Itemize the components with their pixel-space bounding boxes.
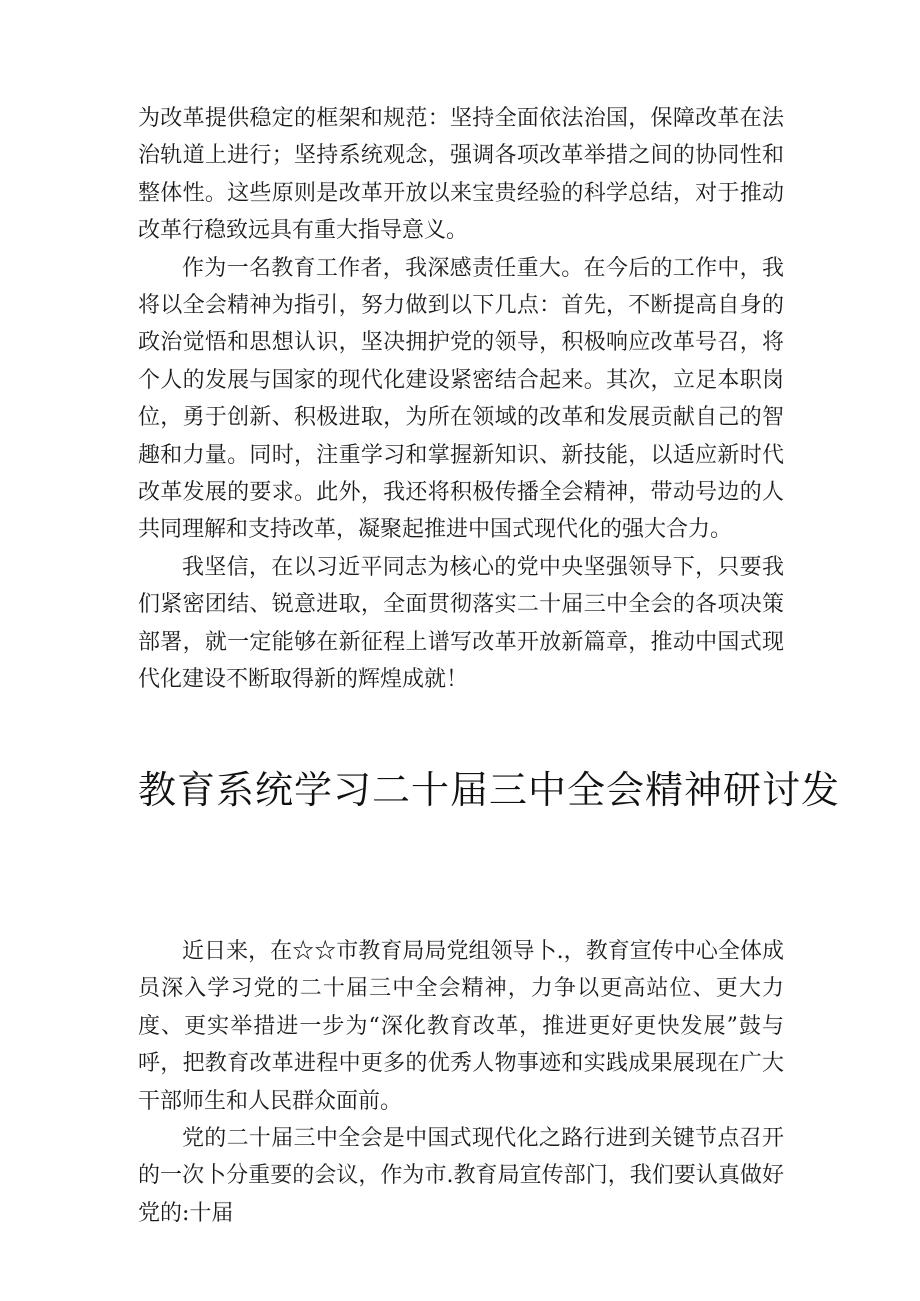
paragraph-intro: 近日来，在☆☆市教育局局党组领导卜.，教育宣传中心全体成员深入学习党的二十届三中全会精神，力争以更高站位、更大力度、更实举措进一步为“深化教育改革，推进更好更快发展”鼓与呼，把教育改革进程中更多的优秀人物事迹和实践成果展现在广大干部师生和人民群众面前。: [138, 939, 784, 1114]
paragraph-educator-resolve: 作为一名教育工作者，我深感责任重大。在今后的工作中，我将以全会精神为指引，努力做到以下几点：首先，不断提高自身的政治觉悟和思想认识，坚决拥护党的领导，积极响应改革号召，将个人的发展与国家的现代化建设紧密结合起来。其次，立足本职岗位，勇于创新、积极进取，为所在领域的改革和发展贡献自己的智趣和力量。同时，注重学习和掌握新知识、新技能，以适应新时代改革发展的要求。此外，我还将积极传播全会精神，带动号边的人共同理解和支持改革，凝聚起推进中国式现代化的强大合力。: [138, 255, 784, 543]
paragraph-plenum-significance: 党的二十届三中全会是中国式现代化之路行进到关键节点召开的一次卜分重要的会议，作为市.教育局宣传部门，我们要认真做好党的:十届: [138, 1126, 784, 1226]
paragraph-conviction: 我坚信，在以习近平同志为核心的党中央坚强领导下，只要我们紧密团结、锐意进取，全面贯彻落实二十届三中全会的各项决策部署，就一定能够在新征程上谱写改革开放新篇章，推动中国式现代化建设不断取得新的辉煌成就！: [138, 554, 784, 693]
article-title: 教育系统学习二十届三中全会精神研讨发: [138, 768, 841, 812]
body-text-bottom: [138, 933, 784, 1232]
paragraph-continued: 为改革提供稳定的框架和规范：坚持全面依法治国，保障改革在法治轨道上进行；坚持系统观念，强调各项改革举措之间的协同性和整体性。这些原则是改革开放以来宝贵经验的科学总结，对于推动改革行稳致远具有重大指导意义。: [138, 106, 784, 244]
body-text-top: [138, 100, 784, 699]
